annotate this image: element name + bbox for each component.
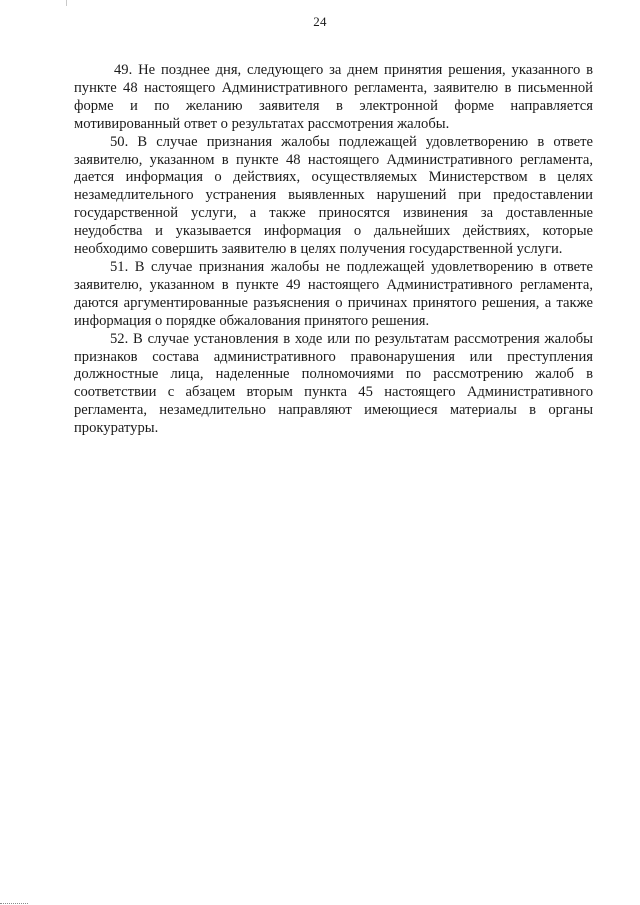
paragraph-49: 49. Не позднее дня, следующего за днем принятия решения, указанного в пункте 48 настоящего Административного регламента, заявителю в письменной форме и по желанию заявителя в электронной форме направляется мотивированный ответ о результатах рассмотрения жалобы.: [74, 62, 593, 132]
scan-corner-mark: [0, 903, 28, 904]
document-body: [74, 62, 593, 438]
scan-edge-mark: [66, 0, 67, 6]
page-number: 24: [313, 14, 327, 29]
paragraph-52: 52. В случае установления в ходе или по результатам рассмотрения жалобы признаков состава административного правонарушения или преступления должностные лица, наделенные полномочиями по рассмотрению жалоб в соответствии с абзацем вторым пункта 45 настоящего Административного регламента, незамедлительно направляют имеющиеся материалы в органы прокуратуры.: [74, 330, 593, 437]
paragraph-51: 51. В случае признания жалобы не подлежащей удовлетворению в ответе заявителю, указанном в пункте 49 настоящего Административного регламента, даются аргументированные разъяснения о причинах принятого решения, а также информация о порядке обжалования принятого решения.: [74, 258, 593, 329]
paragraph-50: 50. В случае признания жалобы подлежащей удовлетворению в ответе заявителю, указанном в пункте 48 настоящего Административного регламента, дается информация о действиях, осуществляемых Министерством в целях незамедлительного устранения выявленных нарушений при предоставлении государственной услуги, а также приносятся извинения за доставленные неудобства и указывается информация о дальнейших действиях, которые необходимо совершить заявителю в целях получения государственной услуги.: [74, 133, 593, 258]
